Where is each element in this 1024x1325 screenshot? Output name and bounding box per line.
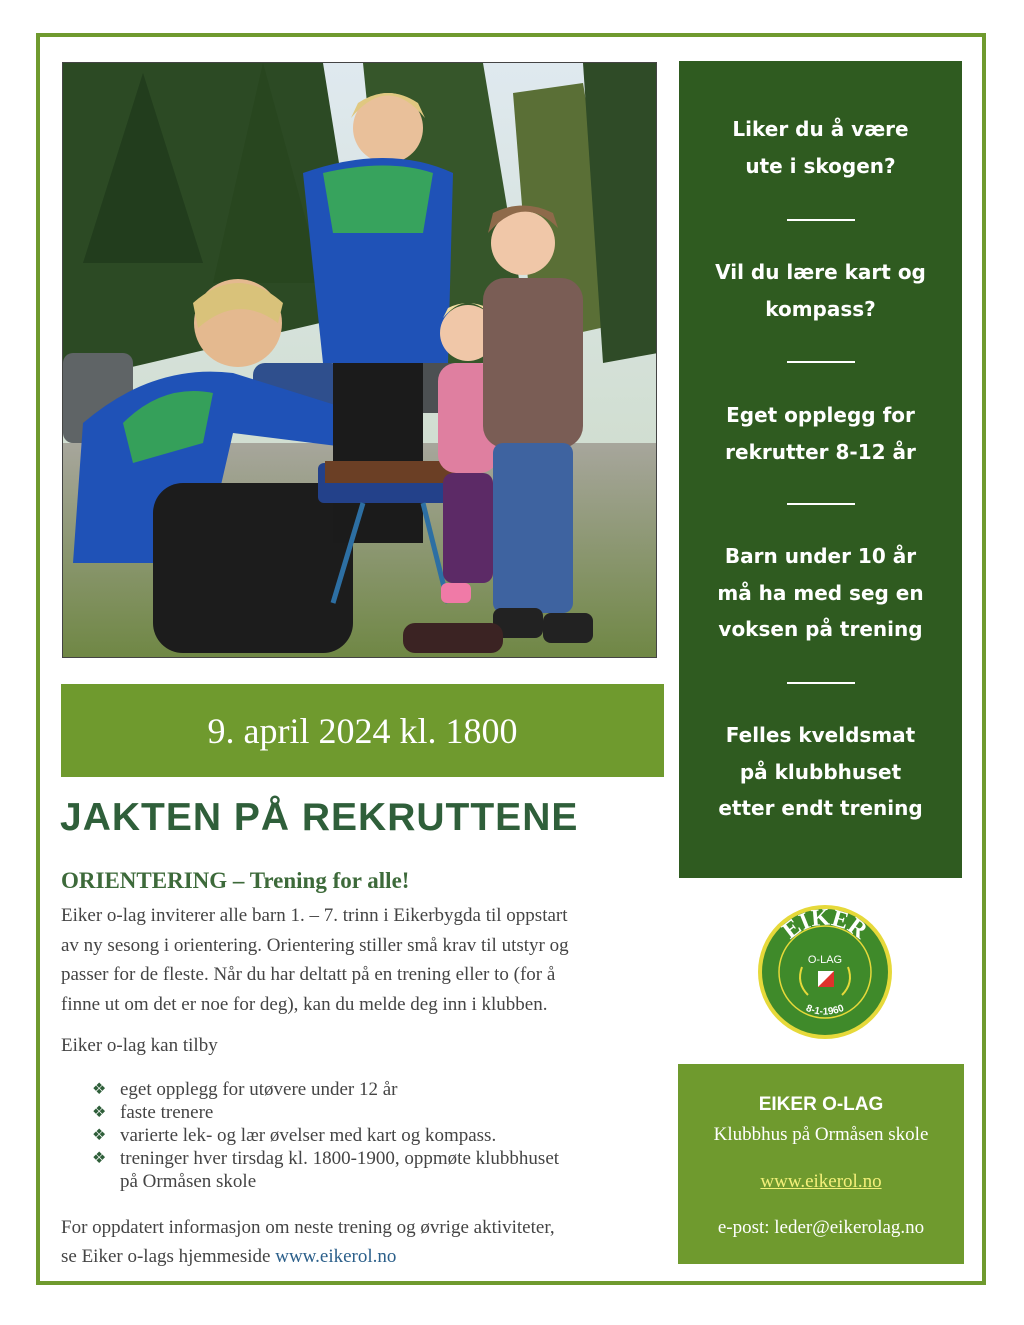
club-logo xyxy=(756,903,894,1041)
list-item-text: varierte lek- og lær øvelser med kart og kompass. xyxy=(120,1125,497,1146)
diamond-bullet-icon: ❖ xyxy=(92,1081,107,1098)
website-link[interactable]: www.eikerol.no xyxy=(275,1246,397,1267)
footer-line: For oppdatert informasjon om neste trening og øvrige aktiviteter, xyxy=(61,1217,555,1238)
diamond-bullet-icon: ❖ xyxy=(92,1127,107,1144)
logo-middle-text: O-LAG xyxy=(807,954,843,966)
list-item xyxy=(92,1101,672,1124)
list-item-text: eget opplegg for utøvere under 12 år xyxy=(120,1079,398,1100)
panel-item-map-compass xyxy=(679,254,962,327)
subheading: ORIENTERING – Trening for alle! xyxy=(61,868,410,893)
panel-divider xyxy=(787,219,855,221)
contact-title: EIKER O-LAG xyxy=(758,1094,884,1115)
panel-line: Vil du lære kart og xyxy=(715,260,926,284)
panel-item-recruits xyxy=(679,397,962,470)
intro-paragraph xyxy=(61,901,661,1019)
intro-line: av ny sesong i orientering. Orientering stiller små krav til utstyr og xyxy=(61,934,569,956)
panel-divider xyxy=(787,361,855,363)
intro-line: finne ut om det er noe for deg), kan du melde deg inn i klubben. xyxy=(61,993,548,1015)
panel-line: voksen på trening xyxy=(718,617,923,641)
panel-line: Felles kveldsmat xyxy=(725,723,916,747)
logo-date-text: 8-1-1960 xyxy=(804,1002,846,1018)
contact-subtitle: Klubbhus på Ormåsen skole xyxy=(713,1124,929,1145)
panel-line: Barn under 10 år xyxy=(724,544,917,568)
panel-line: etter endt trening xyxy=(718,796,923,820)
panel-item-supper xyxy=(679,717,962,827)
footer-info xyxy=(61,1213,661,1271)
list-item xyxy=(92,1078,672,1101)
list-item xyxy=(92,1124,672,1147)
footer-line xyxy=(61,1242,661,1271)
panel-line: på klubbhuset xyxy=(739,759,902,784)
offer-label: Eiker o-lag kan tilby xyxy=(61,1035,218,1056)
panel-line: kompass? xyxy=(765,296,876,321)
panel-divider xyxy=(787,503,855,505)
contact-email[interactable]: e-post: leder@eikerolag.no xyxy=(717,1217,925,1238)
panel-divider xyxy=(787,682,855,684)
intro-line: passer for de fleste. Når du har deltatt på en trening eller to (for å xyxy=(61,964,556,985)
event-date: 9. april 2024 kl. 1800 xyxy=(207,710,518,751)
list-item-text: treninger hver tirsdag kl. 1800-1900, oppmøte klubbhuset xyxy=(120,1148,560,1169)
panel-item-forest xyxy=(679,111,962,184)
headline: JAKTEN PÅ REKRUTTENE xyxy=(60,796,579,839)
panel-line: Liker du å være xyxy=(732,117,909,141)
list-item-continuation xyxy=(92,1170,672,1193)
offer-list xyxy=(92,1078,672,1193)
panel-line: ute i skogen? xyxy=(745,153,896,178)
list-item-text: faste trenere xyxy=(120,1102,214,1123)
panel-line: Eget opplegg for xyxy=(726,403,915,427)
date-banner xyxy=(61,684,664,777)
intro-line: Eiker o-lag inviterer alle barn 1. – 7. trinn i Eikerbygda til oppstart xyxy=(61,905,568,926)
diamond-bullet-icon: ❖ xyxy=(92,1104,107,1121)
logo-top-text: EIKER xyxy=(777,904,872,945)
contact-box xyxy=(678,1064,964,1264)
event-photo xyxy=(62,62,657,658)
list-item-text: på Ormåsen skole xyxy=(120,1171,257,1192)
contact-website-link[interactable]: www.eikerol.no xyxy=(760,1171,882,1192)
panel-line: rekrutter 8-12 år xyxy=(725,439,916,464)
panel-line: må ha med seg en xyxy=(717,580,924,605)
panel-item-adult-required xyxy=(679,538,962,648)
info-panel xyxy=(679,61,962,878)
list-item xyxy=(92,1147,672,1170)
diamond-bullet-icon: ❖ xyxy=(92,1150,107,1167)
footer-line-text: se Eiker o-lags hjemmeside xyxy=(61,1246,276,1267)
